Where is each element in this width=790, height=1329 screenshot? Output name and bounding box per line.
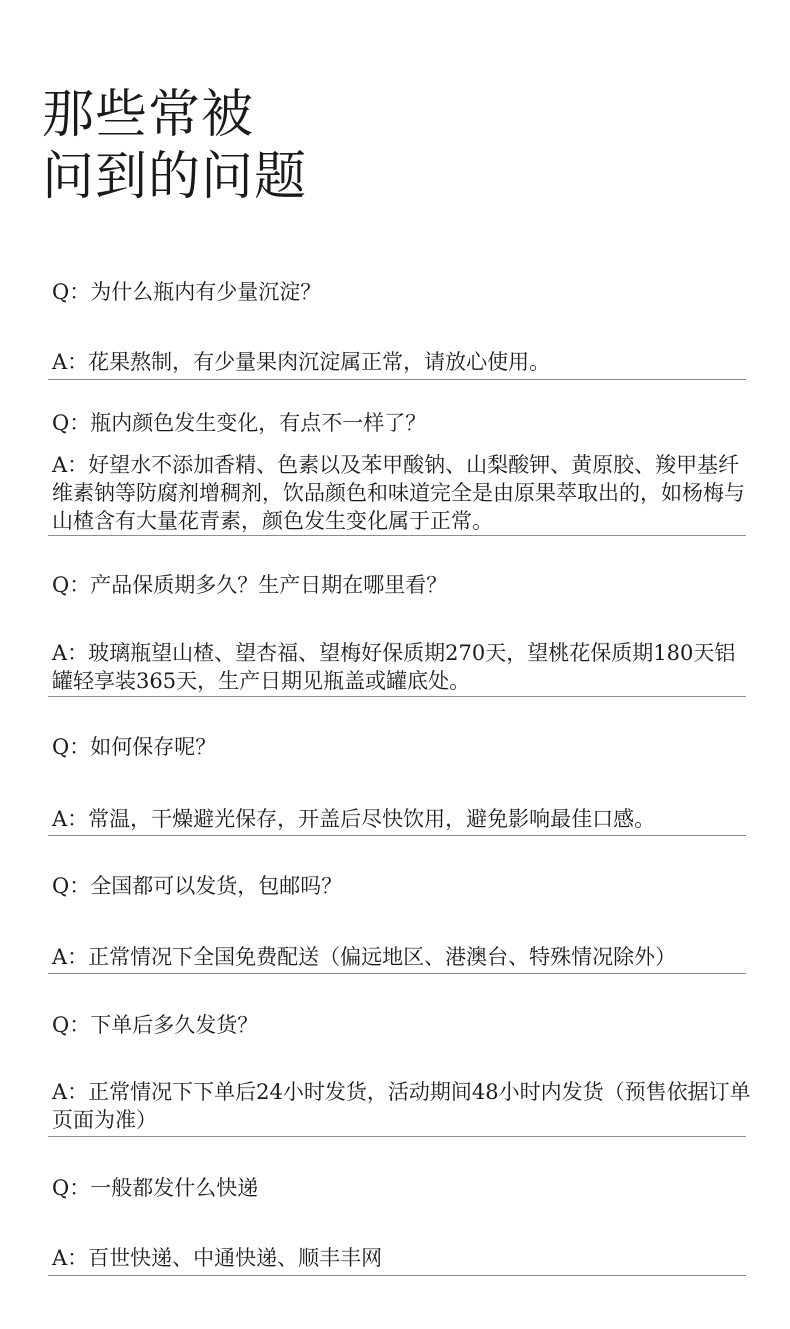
faq-answer: A：正常情况下全国免费配送（偏远地区、港澳台、特殊情况除外） <box>52 945 677 969</box>
faq-question: Q：为什么瓶内有少量沉淀？ <box>52 280 322 304</box>
faq-divider <box>48 973 746 974</box>
faq-question: Q：如何保存呢？ <box>52 735 217 759</box>
faq-divider <box>48 835 746 836</box>
faq-answer: A：玻璃瓶望山楂、望杏福、望梅好保质期270天，望桃花保质期180天铝罐轻享装365天，生产日期见瓶盖或罐底处。 <box>52 641 736 693</box>
faq-divider <box>48 696 746 697</box>
faq-question: Q：产品保质期多久？生产日期在哪里看？ <box>52 573 448 597</box>
faq-question: Q：下单后多久发货？ <box>52 1013 259 1037</box>
page-title-line-2: 问到的问题 <box>42 147 308 207</box>
faq-answer: A：好望水不添加香精、色素以及苯甲酸钠、山梨酸钾、黄原胶、羧甲基纤维素钠等防腐剂增稠剂，饮品颜色和味道完全是由原果萃取出的，如杨梅与山楂含有大量花青素，颜色发生变化属于正常。 <box>52 453 745 533</box>
faq-answer: A：花果熬制，有少量果肉沉淀属正常，请放心使用。 <box>52 350 551 374</box>
faq-divider <box>48 1136 746 1137</box>
faq-question: Q：瓶内颜色发生变化，有点不一样了？ <box>52 411 427 435</box>
faq-answer: A：正常情况下下单后24小时发货，活动期间48小时内发货（预售依据订单页面为准） <box>52 1080 751 1132</box>
faq-answer: A：常温，干燥避光保存，开盖后尽快饮用，避免影响最佳口感。 <box>52 807 656 831</box>
page-title-line-1: 那些常被 <box>42 85 255 145</box>
faq-answer: A：百世快递、中通快递、顺丰丰网 <box>52 1246 383 1270</box>
faq-divider <box>48 379 746 380</box>
faq-question: Q：一般都发什么快递 <box>52 1176 259 1200</box>
faq-question: Q：全国都可以发货，包邮吗？ <box>52 874 343 898</box>
page-title <box>42 84 307 208</box>
faq-divider <box>48 1275 746 1276</box>
faq-divider <box>48 535 746 536</box>
